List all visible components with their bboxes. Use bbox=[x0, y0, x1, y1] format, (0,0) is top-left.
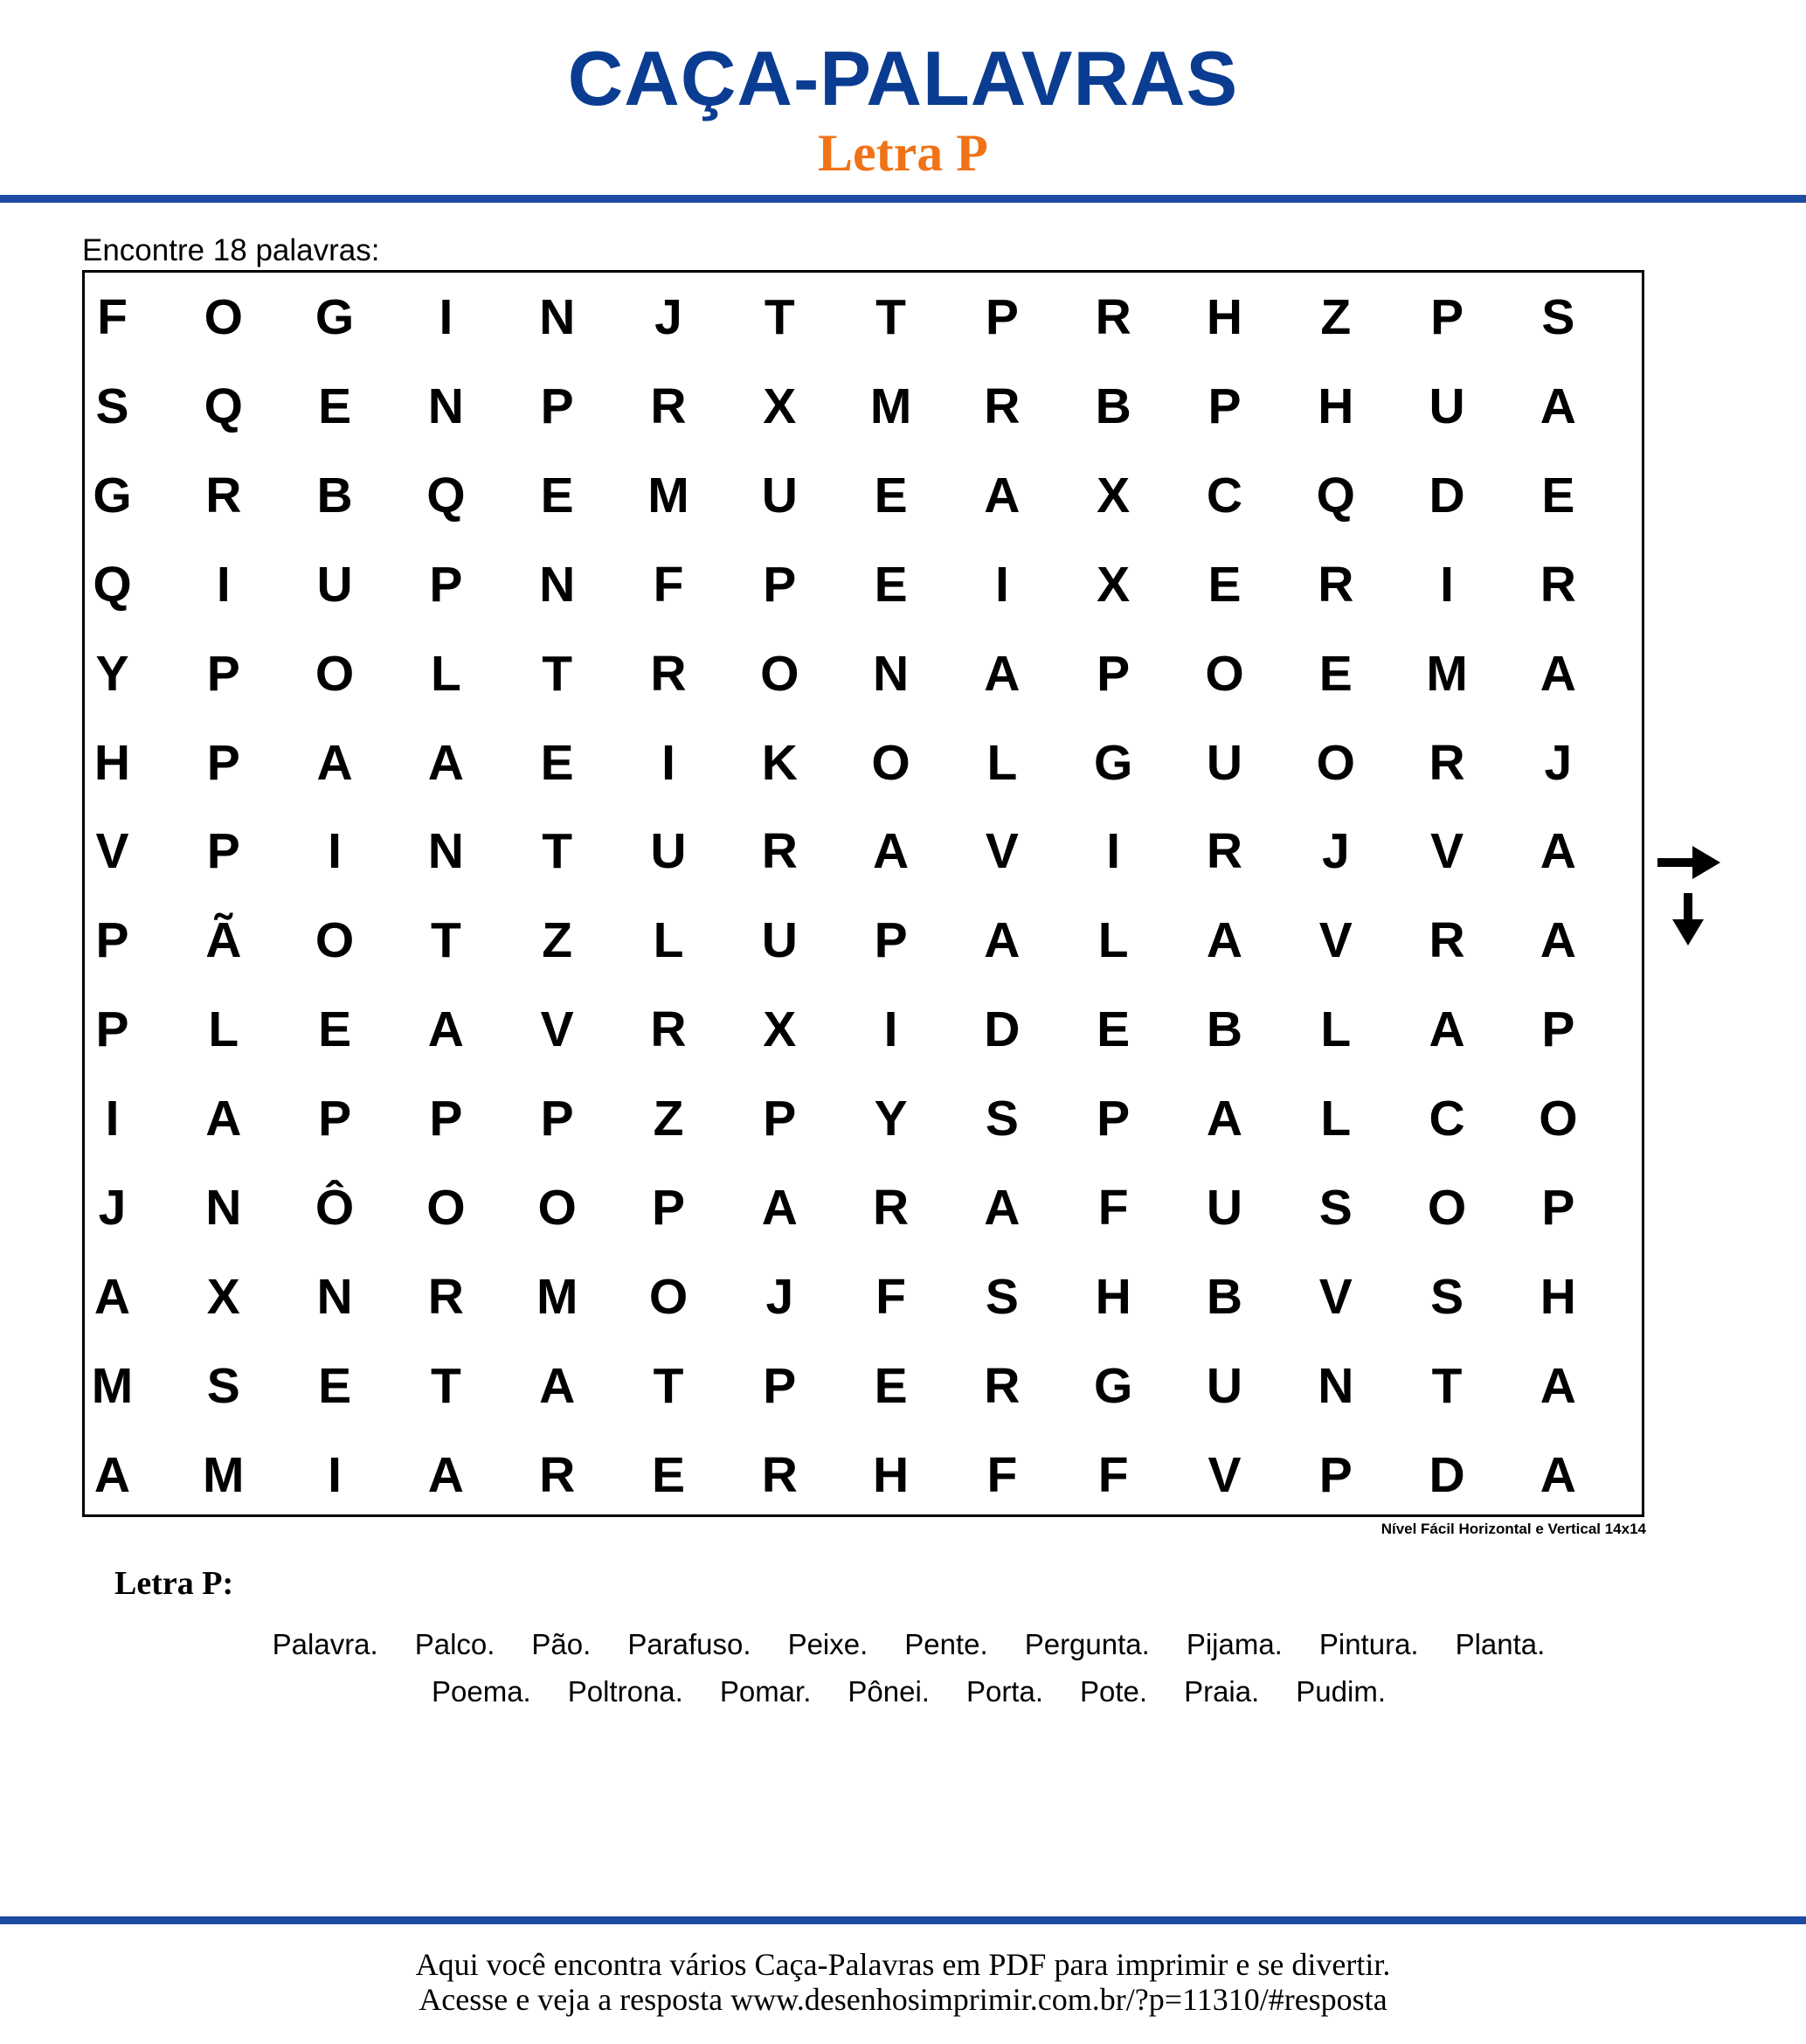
grid-letter[interactable]: F bbox=[1097, 1446, 1129, 1503]
grid-letter[interactable]: U bbox=[316, 556, 353, 613]
grid-letter[interactable]: Q bbox=[204, 378, 243, 434]
grid-letter[interactable]: H bbox=[1318, 378, 1354, 434]
grid-letter[interactable]: I bbox=[1106, 823, 1121, 880]
grid-letter[interactable]: F bbox=[653, 556, 684, 613]
grid-letter[interactable]: E bbox=[318, 378, 352, 434]
grid-letter[interactable]: H bbox=[1540, 1268, 1576, 1325]
grid-letter[interactable]: L bbox=[1097, 912, 1129, 969]
grid-letter[interactable]: P bbox=[1207, 378, 1242, 434]
grid-letter[interactable]: A bbox=[1206, 912, 1243, 969]
grid-row bbox=[85, 629, 1642, 718]
grid-letter[interactable]: X bbox=[763, 378, 797, 434]
grid-row bbox=[85, 896, 1642, 985]
page-subtitle: Letra P bbox=[818, 124, 988, 182]
grid-letter[interactable]: A bbox=[984, 645, 1021, 702]
grid-letter[interactable]: O bbox=[1205, 645, 1244, 702]
grid-letter[interactable]: E bbox=[651, 1446, 686, 1503]
grid-letter[interactable]: U bbox=[1429, 378, 1465, 434]
top-divider bbox=[0, 195, 1806, 203]
grid-letter[interactable]: A bbox=[427, 734, 464, 791]
grid-letter[interactable]: R bbox=[1095, 289, 1131, 345]
grid-letter[interactable]: N bbox=[316, 1268, 353, 1325]
grid-letter[interactable]: Ô bbox=[315, 1180, 355, 1236]
grid-letter[interactable]: L bbox=[208, 1001, 239, 1058]
word-list-item: Palco. bbox=[414, 1628, 495, 1660]
grid-letter[interactable]: E bbox=[874, 467, 908, 523]
direction-indicator bbox=[1654, 839, 1724, 948]
grid-row bbox=[85, 985, 1642, 1074]
word-list-title: Letra P: bbox=[114, 1565, 234, 1602]
grid-letter[interactable]: J bbox=[1544, 734, 1573, 791]
grid-row bbox=[85, 718, 1642, 807]
grid-letter[interactable]: B bbox=[316, 467, 353, 523]
grid-letter[interactable]: L bbox=[986, 734, 1018, 791]
grid-letter[interactable]: S bbox=[985, 1268, 1019, 1325]
grid-letter[interactable]: A bbox=[93, 1446, 131, 1503]
grid-letter[interactable]: R bbox=[427, 1268, 464, 1325]
grid-letter[interactable]: T bbox=[764, 289, 795, 345]
grid-letter[interactable]: J bbox=[98, 1180, 127, 1236]
grid-letter[interactable]: T bbox=[430, 1357, 461, 1414]
grid-letter[interactable]: N bbox=[873, 645, 910, 702]
grid-letter[interactable]: H bbox=[873, 1446, 910, 1503]
grid-letter[interactable]: P bbox=[1097, 645, 1131, 702]
grid-letter[interactable]: S bbox=[95, 378, 129, 434]
grid-letter[interactable]: Z bbox=[1320, 289, 1352, 345]
bottom-divider bbox=[0, 1916, 1806, 1924]
grid-letter[interactable]: M bbox=[869, 378, 912, 434]
grid-row bbox=[85, 273, 1642, 362]
word-list-item: Peixe. bbox=[787, 1628, 868, 1660]
grid-letter[interactable]: S bbox=[1430, 1268, 1464, 1325]
grid-letter[interactable]: I bbox=[1440, 556, 1455, 613]
grid-letter[interactable]: M bbox=[203, 1446, 245, 1503]
word-search-grid bbox=[82, 270, 1644, 1517]
grid-letter[interactable]: A bbox=[1429, 1001, 1465, 1058]
grid-letter[interactable]: O bbox=[1316, 734, 1355, 791]
word-list-item: Pônei. bbox=[848, 1675, 930, 1708]
grid-letter[interactable]: T bbox=[653, 1357, 684, 1414]
grid-letter[interactable]: B bbox=[1206, 1268, 1243, 1325]
grid-letter[interactable]: P bbox=[1318, 1446, 1353, 1503]
grid-letter[interactable]: P bbox=[1430, 289, 1464, 345]
grid-letter[interactable]: P bbox=[1541, 1180, 1575, 1236]
grid-letter[interactable]: R bbox=[1429, 912, 1465, 969]
grid-letter[interactable]: O bbox=[204, 289, 243, 345]
word-list-item: Pomar. bbox=[719, 1675, 812, 1708]
grid-letter[interactable]: H bbox=[1095, 1268, 1131, 1325]
grid-letter[interactable]: P bbox=[985, 289, 1019, 345]
instruction-text: Encontre 18 palavras: bbox=[82, 233, 380, 267]
grid-letter[interactable]: T bbox=[542, 645, 573, 702]
word-list-item: Parafuso. bbox=[627, 1628, 751, 1660]
grid-letter[interactable]: P bbox=[1541, 1001, 1575, 1058]
grid-row bbox=[85, 1163, 1642, 1252]
grid-letter[interactable]: T bbox=[430, 912, 461, 969]
grid-letter[interactable]: X bbox=[1097, 556, 1131, 613]
grid-letter[interactable]: A bbox=[316, 734, 353, 791]
grid-letter[interactable]: V bbox=[1207, 1446, 1242, 1503]
grid-letter[interactable]: R bbox=[761, 823, 798, 880]
grid-letter[interactable]: X bbox=[1097, 467, 1131, 523]
grid-row bbox=[85, 362, 1642, 451]
grid-letter[interactable]: J bbox=[654, 289, 682, 345]
grid-letter[interactable]: G bbox=[93, 467, 132, 523]
grid-letter[interactable]: R bbox=[873, 1180, 910, 1236]
grid-row bbox=[85, 451, 1642, 540]
grid-letter[interactable]: M bbox=[647, 467, 689, 523]
grid-letter[interactable]: I bbox=[661, 734, 675, 791]
grid-letter[interactable]: M bbox=[91, 1357, 134, 1414]
grid-letter[interactable]: O bbox=[315, 645, 355, 702]
word-list-item: Pente. bbox=[904, 1628, 988, 1660]
word-list-item: Pote. bbox=[1080, 1675, 1148, 1708]
grid-letter[interactable]: Q bbox=[426, 467, 466, 523]
grid-letter[interactable]: A bbox=[1540, 1446, 1576, 1503]
grid-letter[interactable]: A bbox=[1540, 912, 1576, 969]
grid-letter[interactable]: F bbox=[97, 289, 128, 345]
grid-letter[interactable]: N bbox=[539, 289, 576, 345]
word-list-item: Praia. bbox=[1184, 1675, 1260, 1708]
grid-letter[interactable]: A bbox=[205, 1091, 242, 1147]
grid-letter[interactable]: V bbox=[540, 1001, 574, 1058]
grid-row bbox=[85, 807, 1642, 896]
grid-letter[interactable]: R bbox=[984, 1357, 1021, 1414]
grid-letter[interactable]: P bbox=[763, 556, 797, 613]
grid-letter[interactable]: A bbox=[1540, 645, 1576, 702]
grid-row bbox=[85, 1074, 1642, 1163]
word-list-item: Pijama. bbox=[1186, 1628, 1283, 1660]
grid-letter[interactable]: B bbox=[1095, 378, 1131, 434]
grid-letter[interactable]: K bbox=[761, 734, 798, 791]
footer-line-1: Aqui você encontra vários Caça-Palavras em PDF para imprimir e se divertir. bbox=[415, 1947, 1391, 1982]
grid-letter[interactable]: R bbox=[205, 467, 242, 523]
grid-letter[interactable]: R bbox=[650, 645, 687, 702]
grid-letter[interactable]: T bbox=[1431, 1357, 1463, 1414]
grid-letter[interactable]: V bbox=[985, 823, 1019, 880]
grid-letter[interactable]: V bbox=[95, 823, 129, 880]
grid-letter[interactable]: J bbox=[1321, 823, 1350, 880]
grid-row bbox=[85, 1252, 1642, 1341]
grid-letter[interactable]: U bbox=[1206, 1357, 1243, 1414]
grid-letter[interactable]: N bbox=[1318, 1357, 1354, 1414]
grid-letter[interactable]: F bbox=[1097, 1180, 1129, 1236]
grid-letter[interactable]: P bbox=[874, 912, 908, 969]
grid-letter[interactable]: A bbox=[1540, 1357, 1576, 1414]
grid-letter[interactable]: M bbox=[536, 1268, 578, 1325]
grid-row bbox=[85, 1341, 1642, 1431]
grid-letter[interactable]: T bbox=[875, 289, 906, 345]
grid-letter[interactable]: C bbox=[1429, 1091, 1465, 1147]
grid-letter[interactable]: A bbox=[984, 467, 1021, 523]
grid-letter[interactable]: P bbox=[206, 823, 240, 880]
grid-letter[interactable]: L bbox=[1320, 1091, 1352, 1147]
grid-letter[interactable]: S bbox=[1318, 1180, 1353, 1236]
grid-letter[interactable]: Z bbox=[542, 912, 573, 969]
word-list-item: Poltrona. bbox=[567, 1675, 683, 1708]
grid-letter[interactable]: A bbox=[873, 823, 910, 880]
grid-letter[interactable]: E bbox=[874, 1357, 908, 1414]
grid-letter[interactable]: E bbox=[1318, 645, 1353, 702]
grid-letter[interactable]: A bbox=[93, 1268, 131, 1325]
grid-letter[interactable]: O bbox=[760, 645, 799, 702]
grid-letter[interactable]: L bbox=[430, 645, 461, 702]
grid-letter[interactable]: O bbox=[537, 1180, 577, 1236]
grid-letter[interactable]: O bbox=[426, 1180, 466, 1236]
grid-letter[interactable]: I bbox=[216, 556, 231, 613]
grid-letter[interactable]: G bbox=[1094, 734, 1133, 791]
grid-letter[interactable]: I bbox=[994, 556, 1009, 613]
grid-letter[interactable]: A bbox=[1540, 378, 1576, 434]
grid-letter[interactable]: U bbox=[761, 912, 798, 969]
word-list-item: Planta. bbox=[1455, 1628, 1546, 1660]
grid-letter[interactable]: R bbox=[1206, 823, 1243, 880]
grid-letter[interactable]: U bbox=[1206, 734, 1243, 791]
grid-letter[interactable]: D bbox=[1429, 1446, 1465, 1503]
grid-letter[interactable]: O bbox=[315, 912, 355, 969]
grid-letter[interactable]: E bbox=[318, 1001, 352, 1058]
word-list-item: Pão. bbox=[531, 1628, 592, 1660]
grid-letter[interactable]: O bbox=[1427, 1180, 1467, 1236]
grid-letter[interactable]: Ã bbox=[205, 912, 242, 969]
grid-letter[interactable]: U bbox=[1206, 1180, 1243, 1236]
grid-letter[interactable]: E bbox=[540, 467, 574, 523]
grid-letter[interactable]: V bbox=[1430, 823, 1464, 880]
grid-letter[interactable]: S bbox=[985, 1091, 1019, 1147]
grid-letter[interactable]: N bbox=[539, 556, 576, 613]
grid-letter[interactable]: P bbox=[318, 1091, 352, 1147]
grid-letter[interactable]: U bbox=[761, 467, 798, 523]
grid-letter[interactable]: P bbox=[1097, 1091, 1131, 1147]
grid-letter[interactable]: O bbox=[871, 734, 910, 791]
grid-letter[interactable]: A bbox=[427, 1001, 464, 1058]
grid-letter[interactable]: I bbox=[328, 1446, 343, 1503]
grid-letter[interactable]: F bbox=[875, 1268, 906, 1325]
grid-letter[interactable]: M bbox=[1426, 645, 1468, 702]
grid-letter[interactable]: P bbox=[206, 645, 240, 702]
grid-letter[interactable]: A bbox=[984, 912, 1021, 969]
grid-letter[interactable]: U bbox=[650, 823, 687, 880]
arrow-down-icon bbox=[1672, 893, 1704, 946]
grid-letter[interactable]: A bbox=[761, 1180, 798, 1236]
grid-letter[interactable]: B bbox=[1206, 1001, 1243, 1058]
grid-letter[interactable]: L bbox=[653, 912, 684, 969]
grid-letter[interactable]: E bbox=[1541, 467, 1575, 523]
grid-letter[interactable]: L bbox=[1320, 1001, 1352, 1058]
grid-letter[interactable]: E bbox=[318, 1357, 352, 1414]
grid-letter[interactable]: P bbox=[95, 912, 129, 969]
grid-letter[interactable]: D bbox=[984, 1001, 1021, 1058]
word-list-item: Palavra. bbox=[272, 1628, 378, 1660]
grid-letter[interactable]: R bbox=[650, 1001, 687, 1058]
grid-letter[interactable]: E bbox=[874, 556, 908, 613]
grid-letter[interactable]: P bbox=[540, 378, 574, 434]
grid-letter[interactable]: E bbox=[540, 734, 574, 791]
grid-letter[interactable]: P bbox=[540, 1091, 574, 1147]
grid-letter[interactable]: O bbox=[1539, 1091, 1578, 1147]
grid-letter[interactable]: R bbox=[650, 378, 687, 434]
word-list-row-2 bbox=[87, 1674, 1730, 1709]
grid-letter[interactable]: I bbox=[328, 823, 343, 880]
grid-letter[interactable]: S bbox=[1541, 289, 1575, 345]
grid-letter[interactable]: V bbox=[1318, 912, 1353, 969]
grid-letter[interactable]: T bbox=[542, 823, 573, 880]
grid-letter[interactable]: R bbox=[1318, 556, 1354, 613]
grid-row bbox=[85, 540, 1642, 629]
grid-letter[interactable]: F bbox=[986, 1446, 1018, 1503]
grid-letter[interactable]: P bbox=[763, 1357, 797, 1414]
word-list-item: Pudim. bbox=[1296, 1675, 1386, 1708]
footer-line-2: Acesse e veja a resposta www.desenhosimprimir.com.br/?p=11310/#resposta bbox=[419, 1982, 1387, 2017]
grid-letter[interactable]: I bbox=[105, 1091, 120, 1147]
word-list-row-1 bbox=[87, 1627, 1730, 1662]
level-note: Nível Fácil Horizontal e Vertical 14x14 bbox=[1380, 1521, 1646, 1537]
word-list-item: Porta. bbox=[965, 1675, 1043, 1708]
grid-letter[interactable]: V bbox=[1318, 1268, 1353, 1325]
grid-letter[interactable]: P bbox=[763, 1091, 797, 1147]
grid-letter[interactable]: D bbox=[1429, 467, 1465, 523]
grid-letter[interactable]: I bbox=[439, 289, 453, 345]
word-list-item: Poema. bbox=[432, 1675, 531, 1708]
grid-letter[interactable]: R bbox=[539, 1446, 576, 1503]
arrow-right-icon bbox=[1657, 846, 1720, 879]
grid-letter[interactable]: Q bbox=[93, 556, 132, 613]
grid-letter[interactable]: J bbox=[765, 1268, 794, 1325]
grid-letter[interactable]: X bbox=[206, 1268, 240, 1325]
grid-letter[interactable]: R bbox=[984, 378, 1021, 434]
grid-row bbox=[85, 1431, 1642, 1520]
grid-letter[interactable]: H bbox=[93, 734, 131, 791]
grid-letter[interactable]: E bbox=[1207, 556, 1242, 613]
direction-arrows bbox=[1654, 839, 1724, 948]
grid-letter[interactable]: X bbox=[763, 1001, 797, 1058]
grid-letter[interactable]: G bbox=[1094, 1357, 1133, 1414]
grid-letter[interactable]: R bbox=[761, 1446, 798, 1503]
grid-letter[interactable]: S bbox=[206, 1357, 240, 1414]
grid-letter[interactable]: G bbox=[315, 289, 355, 345]
grid-letter[interactable]: N bbox=[205, 1180, 242, 1236]
grid-letter[interactable]: Q bbox=[1316, 467, 1355, 523]
grid-letter[interactable]: E bbox=[1097, 1001, 1131, 1058]
grid-letter[interactable]: Y bbox=[874, 1091, 908, 1147]
grid-letter[interactable]: A bbox=[539, 1357, 576, 1414]
grid-letter[interactable]: P bbox=[95, 1001, 129, 1058]
grid-letter[interactable]: H bbox=[1206, 289, 1243, 345]
grid-letter[interactable]: I bbox=[883, 1001, 898, 1058]
grid-letter[interactable]: P bbox=[651, 1180, 686, 1236]
grid-letter[interactable]: A bbox=[984, 1180, 1021, 1236]
grid-letter[interactable]: O bbox=[648, 1268, 688, 1325]
grid-letter[interactable]: C bbox=[1206, 467, 1243, 523]
grid-letter[interactable]: P bbox=[206, 734, 240, 791]
grid-letter[interactable]: R bbox=[1429, 734, 1465, 791]
grid-letter[interactable]: A bbox=[427, 1446, 464, 1503]
page-title: CAÇA-PALAVRAS bbox=[567, 35, 1239, 121]
grid-letter[interactable]: Y bbox=[95, 645, 129, 702]
grid-letter[interactable]: Z bbox=[653, 1091, 684, 1147]
grid-letter[interactable]: N bbox=[427, 378, 464, 434]
grid-letter[interactable]: P bbox=[429, 556, 463, 613]
word-list-item: Pergunta. bbox=[1024, 1628, 1150, 1660]
grid-letter[interactable]: A bbox=[1540, 823, 1576, 880]
grid-letter[interactable]: N bbox=[427, 823, 464, 880]
grid-letter[interactable]: R bbox=[1540, 556, 1576, 613]
word-list-item: Pintura. bbox=[1318, 1628, 1419, 1660]
grid-letter[interactable]: A bbox=[1206, 1091, 1243, 1147]
grid-letter[interactable]: P bbox=[429, 1091, 463, 1147]
